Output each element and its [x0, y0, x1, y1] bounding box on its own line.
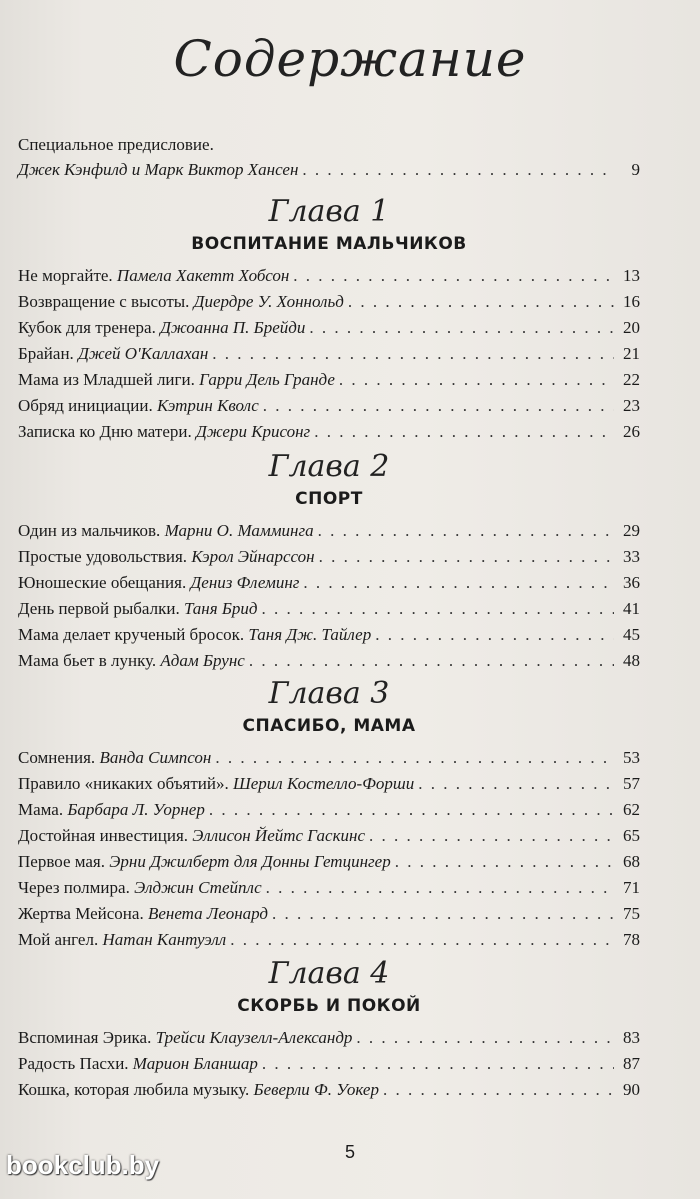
entry-author: Элджин Стейплс	[134, 878, 262, 897]
chapter-2	[18, 448, 640, 674]
entry-title: Мама бьет в лунку.	[18, 651, 157, 670]
preface-entry	[18, 157, 640, 183]
entry-page: 53	[623, 748, 640, 767]
entry-text	[18, 622, 371, 648]
entry-text	[18, 341, 208, 367]
entry-author: Марни О. Мамминга	[164, 521, 314, 540]
entry-page: 87	[623, 1054, 640, 1073]
dot-leader	[209, 797, 614, 823]
toc-entry	[18, 648, 640, 674]
entry-text	[18, 315, 305, 341]
entry-title: Мама делает крученый бросок.	[18, 625, 245, 644]
entry-author: Гарри Дель Гранде	[199, 370, 335, 389]
dot-leader	[314, 419, 614, 445]
entry-author: Таня Брид	[183, 599, 258, 618]
entry-author: Марион Бланшар	[132, 1054, 258, 1073]
toc-entry	[18, 315, 640, 341]
page-number: 5	[344, 1142, 355, 1162]
entry-title: Радость Пасхи.	[18, 1054, 129, 1073]
entry-page: 71	[623, 878, 640, 897]
page-title: Содержание	[173, 30, 527, 88]
dot-leader	[262, 596, 614, 622]
toc-entry	[18, 263, 640, 289]
entry-text	[18, 849, 391, 875]
entry-page: 48	[623, 651, 640, 670]
entry-text	[18, 518, 314, 544]
dot-leader	[303, 570, 614, 596]
toc-entry	[18, 419, 640, 445]
entry-title: Обряд инициации.	[18, 396, 153, 415]
entry-page: 21	[623, 344, 640, 363]
entry-author: Памела Хакетт Хобсон	[116, 266, 290, 285]
entry-author: Венета Леонард	[147, 904, 269, 923]
preface-page: 9	[631, 160, 640, 179]
toc-entry	[18, 901, 640, 927]
entry-title: Простые удовольствия.	[18, 547, 188, 566]
dot-leader	[383, 1077, 614, 1103]
entry-page: 36	[623, 573, 640, 592]
preface-label: Специальное предисловие.	[18, 135, 214, 154]
dot-leader	[272, 901, 614, 927]
dot-leader	[230, 927, 614, 953]
entry-text	[18, 419, 310, 445]
entry-author: Кэтрин Кволс	[156, 396, 259, 415]
entry-author: Трейси Клаузелл-Александр	[155, 1028, 353, 1047]
entry-title: День первой рыбалки.	[18, 599, 180, 618]
entry-list	[18, 745, 640, 953]
dot-leader	[302, 157, 614, 183]
chapter-label: Глава 2	[268, 449, 390, 484]
entry-author: Таня Дж. Тайлер	[248, 625, 372, 644]
entry-text	[18, 263, 289, 289]
dot-leader	[249, 648, 614, 674]
entry-title: Мой ангел.	[18, 930, 99, 949]
entry-text	[18, 289, 344, 315]
chapter-name: СПАСИБО, МАМА	[242, 716, 416, 736]
entry-page: 13	[623, 266, 640, 285]
entry-author: Джей О'Каллахан	[78, 344, 209, 363]
toc-entry	[18, 797, 640, 823]
entry-text	[18, 823, 365, 849]
entry-text	[18, 648, 245, 674]
toc-entry	[18, 771, 640, 797]
entry-title: Вспоминая Эрика.	[18, 1028, 152, 1047]
chapter-name: СКОРБЬ И ПОКОЙ	[237, 996, 421, 1016]
entry-author: Кэрол Эйнарссон	[191, 547, 315, 566]
entry-author: Адам Брунс	[160, 651, 245, 670]
toc-entry	[18, 745, 640, 771]
entry-page: 62	[623, 800, 640, 819]
entry-page: 57	[623, 774, 640, 793]
toc-entry	[18, 875, 640, 901]
entry-author: Барбара Л. Уорнер	[67, 800, 205, 819]
entry-page: 90	[623, 1080, 640, 1099]
entry-title: Кошка, которая любила музыку.	[18, 1080, 250, 1099]
dot-leader	[375, 622, 614, 648]
site-watermark: bookclub.by	[6, 1150, 160, 1180]
entry-author: Беверли Ф. Уокер	[253, 1080, 379, 1099]
toc-entry	[18, 927, 640, 953]
entry-text	[18, 1051, 258, 1077]
entry-author: Ванда Симпсон	[99, 748, 212, 767]
entry-page: 20	[623, 318, 640, 337]
dot-leader	[339, 367, 614, 393]
entry-page: 22	[623, 370, 640, 389]
chapter-1	[18, 193, 640, 445]
entry-text	[18, 1025, 352, 1051]
toc-entry	[18, 622, 640, 648]
entry-text	[18, 570, 299, 596]
entry-author: Шерил Костелло-Форши	[233, 774, 415, 793]
entry-title: Через полмира.	[18, 878, 130, 897]
toc-entry	[18, 518, 640, 544]
entry-author: Джоанна П. Брейди	[160, 318, 306, 337]
entry-page: 83	[623, 1028, 640, 1047]
chapter-4	[18, 955, 640, 1103]
chapter-name: СПОРТ	[295, 489, 363, 509]
entry-page: 78	[623, 930, 640, 949]
dot-leader	[319, 544, 614, 570]
dot-leader	[418, 771, 614, 797]
toc-entry	[18, 1051, 640, 1077]
entry-title: Мама из Младшей лиги.	[18, 370, 195, 389]
entry-list	[18, 1025, 640, 1103]
entry-title: Юношеские обещания.	[18, 573, 187, 592]
entry-text	[18, 771, 414, 797]
entry-title: Жертва Мейсона.	[18, 904, 144, 923]
entry-list	[18, 263, 640, 445]
entry-title: Правило «никаких объятий».	[18, 774, 229, 793]
entry-title: Не моргайте.	[18, 266, 113, 285]
entry-title: Один из мальчиков.	[18, 521, 161, 540]
toc-entry	[18, 393, 640, 419]
entry-page: 75	[623, 904, 640, 923]
toc-entry	[18, 289, 640, 315]
toc-entry	[18, 544, 640, 570]
dot-leader	[262, 1051, 614, 1077]
toc-entry	[18, 823, 640, 849]
entry-text	[18, 596, 258, 622]
entry-page: 26	[623, 422, 640, 441]
preface-block	[18, 133, 640, 183]
entry-text	[18, 1077, 379, 1103]
chapter-label: Глава 3	[268, 676, 390, 711]
entry-text	[18, 901, 268, 927]
entry-page: 45	[623, 625, 640, 644]
chapter-3	[18, 675, 640, 953]
entry-title: Первое мая.	[18, 852, 105, 871]
entry-text	[18, 797, 205, 823]
entry-author: Джери Крисонг	[196, 422, 311, 441]
dot-leader	[318, 518, 614, 544]
toc-entry	[18, 341, 640, 367]
entry-page: 29	[623, 521, 640, 540]
dot-leader	[266, 875, 614, 901]
dot-leader	[215, 745, 614, 771]
chapter-label: Глава 1	[268, 194, 390, 229]
entry-page: 41	[623, 599, 640, 618]
entry-title: Мама.	[18, 800, 64, 819]
entry-page: 65	[623, 826, 640, 845]
entry-text	[18, 544, 315, 570]
dot-leader	[309, 315, 614, 341]
toc-entry	[18, 367, 640, 393]
entry-page: 16	[623, 292, 640, 311]
entry-text	[18, 745, 211, 771]
entry-author: Дениз Флеминг	[190, 573, 300, 592]
dot-leader	[395, 849, 614, 875]
toc-entry	[18, 570, 640, 596]
entry-text	[18, 393, 259, 419]
dot-leader	[356, 1025, 614, 1051]
entry-list	[18, 518, 640, 674]
toc-entry	[18, 596, 640, 622]
dot-leader	[293, 263, 614, 289]
dot-leader	[348, 289, 614, 315]
entry-title: Возвращение с высоты.	[18, 292, 190, 311]
dot-leader	[263, 393, 614, 419]
entry-title: Достойная инвестиция.	[18, 826, 189, 845]
toc-entry	[18, 849, 640, 875]
entry-title: Сомнения.	[18, 748, 96, 767]
toc-entry	[18, 1025, 640, 1051]
chapter-name: ВОСПИТАНИЕ МАЛЬЧИКОВ	[191, 234, 467, 254]
toc-entry	[18, 1077, 640, 1103]
entry-author: Диердре У. Хоннольд	[193, 292, 344, 311]
dot-leader	[212, 341, 614, 367]
preface-author: Джек Кэнфилд и Марк Виктор Хансен	[18, 160, 299, 179]
entry-page: 33	[623, 547, 640, 566]
entry-author: Эрни Джилберт для Донны Гетцингер	[109, 852, 391, 871]
entry-text	[18, 927, 226, 953]
entry-author: Натан Кантуэлл	[102, 930, 227, 949]
entry-page: 68	[623, 852, 640, 871]
entry-title: Записка ко Дню матери.	[18, 422, 192, 441]
chapter-label: Глава 4	[268, 956, 390, 991]
entry-title: Кубок для тренера.	[18, 318, 156, 337]
entry-author: Эллисон Йейтс Гаскинс	[192, 826, 366, 845]
entry-title: Брайан.	[18, 344, 74, 363]
entry-page: 23	[623, 396, 640, 415]
entry-text	[18, 875, 262, 901]
entry-text	[18, 367, 335, 393]
dot-leader	[369, 823, 614, 849]
